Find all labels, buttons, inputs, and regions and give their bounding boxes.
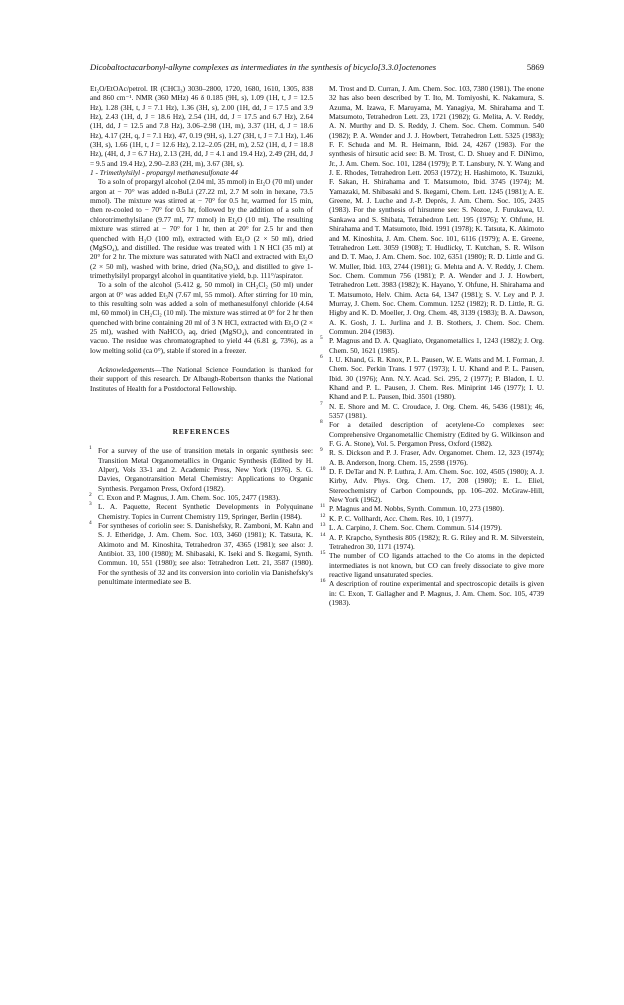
- reference-number: 4: [89, 520, 92, 527]
- reference-item: [90, 446, 313, 493]
- reference-number: 16: [320, 578, 326, 585]
- reference-number: 14: [320, 531, 326, 538]
- reference-text: K. P. C. Vollhardt, Acc. Chem. Res. 10, 1 (1977).: [329, 513, 474, 523]
- reference-number: 5: [320, 335, 323, 342]
- reference-item: [321, 523, 544, 532]
- reference-item: [321, 355, 544, 402]
- reference-item: [90, 493, 313, 502]
- reference-number: 9: [320, 447, 323, 454]
- reference-item: [321, 533, 544, 552]
- reference-item: [321, 467, 544, 504]
- reference-number: 10: [320, 466, 326, 473]
- right-column: [321, 84, 544, 607]
- reference-number: 7: [320, 400, 323, 407]
- reference-number: 2: [89, 492, 92, 499]
- reference-4-continued: M. Trost and D. Curran, J. Am. Chem. Soc. 103, 7380 (1981). The enone 32 has also been described by T. Ito, M. Tomiyoshi, K. Nakamura, S. Azuma, M. Izawa, F. Maruyama, M. Yanagiya, M. Shirahama and T. Matsumoto, Tetrahedron Lett. 23, 1721 (1982); G. Melita, A. V. Reddy, A. N. Murthy and D. S. Reddy, J. Chem. Soc. Chem. Commun. 540 (1982); P. A. Wender and J. J. Howbert, Tetrahedron Lett. 5325 (1983); F. F. Schuda and M. R. Heimann, Ibid. 24, 4267 (1983). For the synthesis of hirsutic acid see: B. M. Trost, C. D. Shuey and F. DiNimo, Jr., J. Am. Chem. Soc. 101, 1284 (1979); P. T. Lansbury, N. Y. Wang and J. E. Rhodes, Tetrahedron Lett. 2053 (1972); H. Hashimoto, K. Tsuzuki, F. Sakan, H. Shirahama and T. Matsumoto, Ibid. 3745 (1974); M. Yamazaki, M. Shibasaki and S. Ikegami, Chem. Lett. 1245 (1981); A. E. Greene, M. J. Luche and J.-P. Deprés, J. Am. Chem. Soc. 105, 2435 (1983). For the synthesis of hirsutene see: S. Nozoe, J. Furukawa, U. Sankawa and S. Shibata, Tetrahedron Lett. 195 (1976); Y. Ohfune, H. Shirahama and T. Matsumoto, Ibid. 1991 (1978); K. Tatsuta, K. Akimoto and M. Kinoshita, J. Am. Chem. Soc. 101, 6116 (1979); A. E. Greene, Tetrahedron Lett. 3059 (1908); T. Hudlicky, T. Kutchan, S. R. Wilson and D. T. Mao, J. Am. Chem. Soc. 102, 6351 (1980); R. D. Little and G. W. Muller, Ibid. 103, 2744 (1981); G. Mehta and A. V. Reddy, J. Chem. Soc. Chem. Commun 756 (1981); P. A. Wender and J. J. Howbert, Tetrahedron Lett. 3983 (1982); K. Hayano, Y. Ohfune, H. Shirahama and T. Matsumoto, Helv. Chim. Acta 64, 1347 (1981); S. V. Ley and P. J. Murray, J. Chem. Soc. Chem. Commun. 1252 (1982); R. D. Little, R. G. Higby and K. D. Moeller, J. Org. Chem. 48, 3139 (1983); B. A. Dawson, A. K. Gosh, J. L. Jurlina and J. B. Stothers, J. Chem. Soc. Chem. Commun. 204 (1983).: [329, 84, 544, 336]
- experimental-paragraph-1: To a soln of propargyl alcohol (2.04 ml, 35 mmol) in Et₂O (70 ml) under argon at − 70° was added n-BuLi (27.22 ml, 2.7 M soln in hexane, 73.5 mmol). The mixture was stirred at − 70° for 0.5 hr, warmed for 15 min, then re-cooled to − 70° for 0.5 hr, followed by the addition of a soln of chlorotrimethylsilane (9.77 ml, 77 mmol) in Et₂O (10 ml). The resulting mixture was stirred at − 70° for 1 hr, then at 20° for 2.5 hr and then quenched with H₂O (100 ml), extracted with Et₂O (2 × 50 ml), dried (MgSO₄), and distilled. The residue was treated with 1 N HCl (35 ml) at 20° for 2 hr. The mixture was saturated with NaCl and extracted with Et₂O (2 × 50 ml), washed with brine, dried (Na₂SO₄), and distilled to give 1-trimethylsilyl propargyl alcohol in quantitative yield, b.p. 111°/aspirator.: [90, 177, 313, 280]
- reference-number: 11: [320, 503, 326, 510]
- reference-text: For syntheses of coriolin see: S. Danishefsky, R. Zamboni, M. Kahn and S. J. Etheridge, J. Am. Chem. Soc. 103, 3460 (1981); K. Tatsuta, K. Akimoto and M. Kinoshita, Tetrahedron 37, 4365 (1981); see also: J. Antibiot. 33, 100 (1980); M. Shibasaki, K. Iseki and S. Ikegami, Synth. Commun. 10, 551 (1980); see also: Tetrahedron Lett. 21, 3587 (1980). For the synthesis of 32 and its conversion into coriolin via Danishefsky's penultimate intermediate see B.: [98, 521, 313, 587]
- reference-text: N. E. Shore and M. C. Croudace, J. Org. Chem. 46, 5436 (1981); 46, 5357 (1981).: [329, 401, 544, 421]
- reference-text: L. A. Paquette, Recent Synthetic Developments in Polyquinane Chemistry. Topics in Current Chemistry 119, Springer, Berlin (1984).: [98, 502, 313, 521]
- reference-number: 3: [89, 501, 92, 508]
- reference-number: 15: [320, 550, 326, 557]
- reference-item: [321, 551, 544, 579]
- reference-text: L. A. Carpino, J. Chem. Soc. Chem. Commun. 514 (1979).: [329, 523, 502, 533]
- reference-text: P. Magnus and M. Nobbs, Synth. Commun. 10, 273 (1980).: [329, 504, 505, 514]
- running-header: [90, 62, 544, 72]
- reference-number: 6: [320, 353, 323, 360]
- left-column: [90, 84, 313, 587]
- experimental-paragraph-2: To a soln of the alcohol (5.412 g, 50 mmol) in CH₂Cl₂ (50 ml) under argon at 0° was added Et₃N (7.67 ml, 55 mmol). After stirring for 10 min, to this resulting soln was added a soln of methanesulfonyl chloride (4.64 ml, 60 mmol) in CH₂Cl₂ (10 ml). The mixture was stirred at 0° for 2 hr then quenched with brine containing 20 ml of 3 N HCl, extracted with Et₂O (2 × 25 ml), washed with NaHCO₃ aq, dried (MgSO₄), and concentrated in vacuo. The residue was chromatographed to yield 44 (6.81 g, 73%), as a low melting solid (ca 0°), stable if stored in a freezer.: [90, 280, 313, 355]
- experimental-heading: 1 - Trimethylsilyl - propargyl methanesulfonate 44: [90, 168, 238, 178]
- reference-number: 8: [320, 419, 323, 426]
- reference-number: 13: [320, 522, 326, 529]
- reference-text: P. Magnus and D. A. Quagliato, Organometallics 1, 1243 (1982); J. Org. Chem. 50, 1621 (1985).: [329, 336, 544, 355]
- acknowledgements: [90, 365, 313, 393]
- reference-text: A. P. Krapcho, Synthesis 805 (1982); R. G. Riley and R. M. Silverstein, Tetrahedron 30, 1171 (1974).: [329, 532, 544, 551]
- reference-text: A description of routine experimental and spectroscopic details is given in: C. Exon, T. Gallagher and P. Magnus, J. Am. Chem. Soc. 105, 4739 (1983).: [329, 579, 544, 607]
- spectral-data: Et₂O/EtOAc/petrol. IR (CHCl₃) 3030–2800, 1720, 1680, 1610, 1305, 838 and 860 cm⁻¹. NMR (360 MHz) 46 δ 0.185 (9H, s), 1.09 (1H, t, J = 12.5 Hz), 1.28 (3H, t, J = 7.1 Hz), 1.36 (3H, s), 2.00 (1H, dd, J = 17.5 and 3.9 Hz), 2.43 (1H, d, J = 18.6 Hz), 2.54 (1H, dd, J = 17.5 and 6.7 Hz), 2.64 (1H, dd, J = 12.5 and 7.8 Hz), 3.06–2.98 (1H, m), 3.37 (1H, d, J = 18.6 Hz), 4.17 (2H, q, J = 7.1 Hz), 47, 0.19 (9H, s), 1.27 (3H, t, J = 7.1 Hz), 1.46 (3H, s), 1.66 (1H, t, J = 12.6 Hz), 2.12–2.05 (2H, m), 2.52 (1H, d, J = 18.8 Hz), (4H, d, J = 6.7 Hz), 2.13 (2H, dd, J = 4.1 and 19.4 Hz), 2.49 (2H, dd, J = 9.5 and 19.4 Hz), 2.90–2.83 (2H, m), 3.67 (3H, s).: [90, 84, 313, 168]
- reference-item: [90, 521, 313, 586]
- reference-item: [321, 420, 544, 448]
- reference-item: [90, 502, 313, 521]
- reference-text: C. Exon and P. Magnus, J. Am. Chem. Soc. 105, 2477 (1983).: [98, 493, 280, 503]
- reference-item: [321, 448, 544, 467]
- reference-number: 1: [89, 445, 92, 452]
- reference-number: 12: [320, 512, 326, 519]
- page-number: 5869: [526, 62, 544, 72]
- reference-item: [321, 514, 544, 523]
- reference-text: The number of CO ligands attached to the Co atoms in the depicted intermediates is not known, but CO can freely dissociate to give more reactive ligand unsaturated species.: [329, 551, 544, 579]
- reference-text: I. U. Khand, G. R. Knox, P. L. Pausen, W. E. Watts and M. I. Forman, J. Chem. Soc. Perkin Trans. I 977 (1973); I. U. Khand and P. L. Pausen, Ibid. 30 (1976); Ann. N.Y. Acad. Sci. 295, 2 (1977); P. Bladon, I. U. Khand and P. L. Pausen, J. Chem. Res. Miniprint 146 (1977); I. U. Khand and P. L. Pausen, Ibid. 3501 (1980).: [329, 354, 544, 402]
- acknowledgements-heading: Acknowledgements: [98, 364, 155, 374]
- reference-text: D. F. DeTar and N. P. Luthra, J. Am. Chem. Soc. 102, 4505 (1980); A. J. Kirby, Adv. Phys. Org. Chem. 17, 208 (1980); E. L. Eliel, Stereochemistry of Carbon Compounds, pp. 106–202. McGraw-Hill, New York (1962).: [329, 467, 544, 505]
- reference-item: [321, 336, 544, 355]
- reference-text: R. S. Dickson and P. J. Fraser, Adv. Organomet. Chem. 12, 323 (1974); A. B. Anderson, Inorg. Chem. 15, 2598 (1976).: [329, 448, 544, 467]
- references-heading: REFERENCES: [172, 427, 231, 436]
- reference-item: [321, 504, 544, 513]
- reference-item: [321, 402, 544, 421]
- running-title: Dicobaltoctacarbonyl-alkyne complexes as intermediates in the synthesis of bicyclo[3.3.0]octenones: [90, 62, 437, 72]
- reference-item: [321, 579, 544, 607]
- acknowledgements-text: —The National Science Foundation is thanked for their support of this research. Dr Albaugh-Robertson thanks the National Institutes of Health for a Postdoctoral Fellowship.: [90, 364, 313, 393]
- reference-text: For a detailed description of acetylene-Co complexes see: Comprehensive Organometallic Chemistry (Edited by G. Wilkinson and F. G. A. Stone), Vol. 5. Pergamon Press, Oxford (1982).: [329, 420, 544, 449]
- reference-text: For a survey of the use of transition metals in organic synthesis see: Transition Metal Organometallics in Organic Synthesis (Edited by H. Alper), Vols 33-1 and 2. Academic Press, New York (1976). S. G. Davies, Organotransition Metal Chemistry: Applications to Organic Synthesis. Pergamon Press, Oxford (1982).: [98, 446, 313, 493]
